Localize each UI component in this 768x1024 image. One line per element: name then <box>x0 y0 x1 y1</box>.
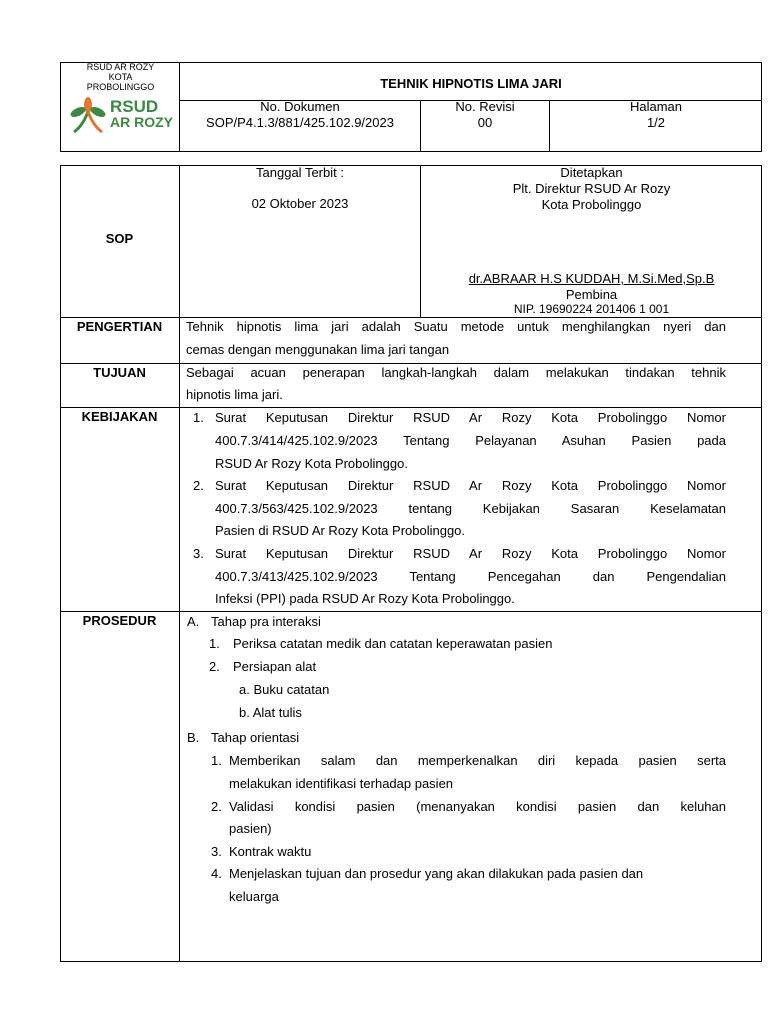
hospital-name-line: RSUD AR ROZY <box>86 62 155 72</box>
doc-number-value: SOP/P4.1.3/881/425.102.9/2023 <box>206 115 394 130</box>
kebijakan-number: 3. <box>193 546 204 561</box>
revision-value: 00 <box>477 115 493 130</box>
procedure-number: 3. <box>211 844 222 859</box>
kebijakan-label: KEBIJAKAN <box>81 409 158 424</box>
procedure-step: Memberikan salam dan memperkenalkan diri kepada pasien serta <box>229 753 726 768</box>
kebijakan-line: Infeksi (PPI) pada RSUD Ar Rozy Kota Probolinggo. <box>215 591 515 606</box>
revision-label: No. Revisi <box>455 99 515 114</box>
logo-leaf-icon <box>66 96 110 136</box>
procedure-step: Validasi kondisi pasien (menanyakan kondisi pasien dan keluhan <box>229 799 726 814</box>
kebijakan-line: Pasien di RSUD Ar Rozy Kota Probolinggo. <box>215 523 466 538</box>
procedure-step: keluarga <box>229 889 279 904</box>
section-letter: B. <box>187 730 200 745</box>
row-divider <box>60 363 762 364</box>
issue-label: Tanggal Terbit : <box>256 165 344 180</box>
procedure-subitem: b. Alat tulis <box>239 705 302 720</box>
revision-cell <box>421 99 549 131</box>
hospital-name-line: KOTA <box>108 72 133 82</box>
sop-label: SOP <box>105 231 134 246</box>
document-title: TEHNIK HIPNOTIS LIMA JARI <box>380 76 562 91</box>
page-label: Halaman <box>629 99 683 114</box>
approval-block <box>421 165 762 213</box>
kebijakan-number: 1. <box>193 410 204 425</box>
approver-city: Kota Probolinggo <box>541 197 642 212</box>
doc-number-label: No. Dokumen <box>260 99 340 114</box>
procedure-step: melakukan identifikasi terhadap pasien <box>229 776 454 791</box>
procedure-step: Menjelaskan tujuan dan prosedur yang akan dilakukan pada pasien dan <box>229 866 644 881</box>
row-divider <box>60 611 762 612</box>
approver-title: Plt. Direktur RSUD Ar Rozy <box>512 181 671 196</box>
section-letter: A. <box>187 614 200 629</box>
hospital-logo <box>66 96 176 136</box>
section-title: Tahap pra interaksi <box>211 614 321 629</box>
signer-name: dr.ABRAAR H.S KUDDAH, M.Si.Med,Sp.B <box>468 271 715 286</box>
kebijakan-line: Surat Keputusan Direktur RSUD Ar Rozy Kota Probolinggo Nomor <box>215 546 726 561</box>
label-column-divider <box>179 165 180 962</box>
kebijakan-line: 400.7.3/413/425.102.9/2023 Tentang Pencegahan dan Pengendalian <box>215 569 726 584</box>
pengertian-line: Tehnik hipnotis lima jari adalah Suatu metode untuk menghilangkan nyeri dan <box>186 319 726 334</box>
page-cell <box>550 99 762 131</box>
procedure-number: 1. <box>211 753 222 768</box>
hospital-name-line: PROBOLINGGO <box>86 82 155 92</box>
procedure-number: 1. <box>209 636 220 651</box>
approved-label: Ditetapkan <box>560 165 623 180</box>
page-value: 1/2 <box>646 115 666 130</box>
kebijakan-number: 2. <box>193 478 204 493</box>
issue-date: 02 Oktober 2023 <box>251 196 349 211</box>
row-divider <box>60 317 762 318</box>
procedure-number: 2. <box>211 799 222 814</box>
procedure-number: 4. <box>211 866 222 881</box>
prosedur-label: PROSEDUR <box>82 613 157 628</box>
kebijakan-line: Surat Keputusan Direktur RSUD Ar Rozy Kota Probolinggo Nomor <box>215 478 726 493</box>
kebijakan-line: Surat Keputusan Direktur RSUD Ar Rozy Kota Probolinggo Nomor <box>215 410 726 425</box>
pengertian-label: PENGERTIAN <box>76 319 163 334</box>
pengertian-line: cemas dengan menggunakan lima jari tangan <box>186 342 450 357</box>
kebijakan-line: 400.7.3/414/425.102.9/2023 Tentang Pelayanan Asuhan Pasien pada <box>215 433 726 448</box>
row-divider <box>60 407 762 408</box>
section-title: Tahap orientasi <box>211 730 300 745</box>
doc-number-cell <box>180 99 420 131</box>
kebijakan-line: 400.7.3/563/425.102.9/2023 tentang Kebijakan Sasaran Keselamatan <box>215 501 726 516</box>
procedure-step: Periksa catatan medik dan catatan keperawatan pasien <box>233 636 553 651</box>
signer-nip: NIP. 19690224 201406 1 001 <box>513 302 670 316</box>
logo-text-top: RSUD <box>110 97 159 116</box>
kebijakan-line: RSUD Ar Rozy Kota Probolinggo. <box>215 456 408 471</box>
procedure-subitem: a. Buku catatan <box>239 682 330 697</box>
logo-text-bottom: AR ROZY <box>110 114 173 130</box>
tujuan-label: TUJUAN <box>93 365 146 380</box>
procedure-step: pasien) <box>229 821 272 836</box>
procedure-step: Kontrak waktu <box>229 844 312 859</box>
tujuan-line: Sebagai acuan penerapan langkah-langkah dalam melakukan tindakan tehnik <box>186 365 726 380</box>
tujuan-line: hipnotis lima jari. <box>186 387 283 402</box>
procedure-number: 2. <box>209 659 220 674</box>
procedure-step: Persiapan alat <box>233 659 317 674</box>
signer-rank: Pembina <box>565 287 618 302</box>
hospital-name <box>62 62 179 92</box>
